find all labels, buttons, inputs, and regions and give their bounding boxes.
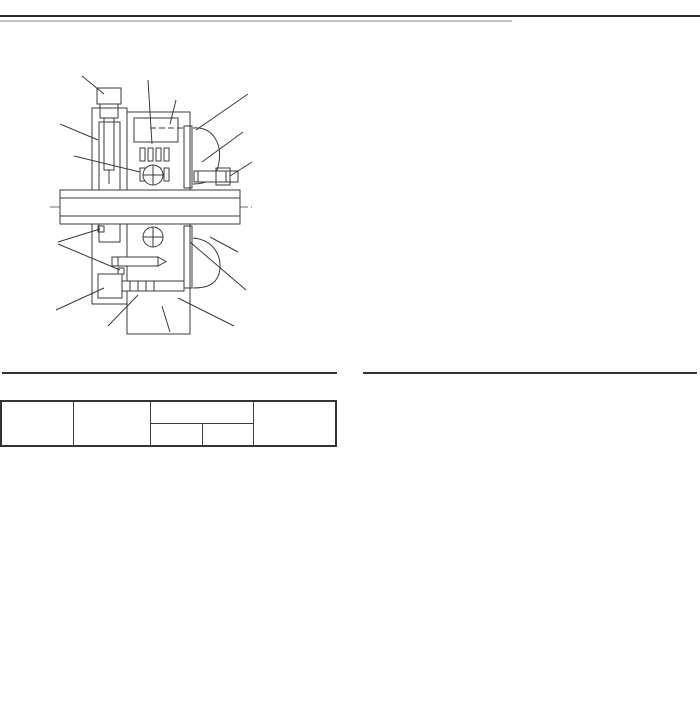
torque-table-header — [1, 401, 336, 446]
chart-canvas — [370, 398, 700, 700]
torque-section-title — [2, 366, 337, 374]
col-min — [202, 424, 253, 447]
col-model — [73, 401, 150, 446]
chart-section-title — [363, 366, 697, 374]
brake-cross-section-drawing — [0, 40, 360, 362]
col-max — [150, 424, 202, 447]
col-torque — [150, 401, 253, 424]
col-spec — [1, 401, 73, 446]
braking-work-chart — [370, 398, 700, 700]
title-rule — [0, 15, 700, 17]
title-rule-shadow — [0, 20, 512, 22]
structure-diagram — [0, 40, 360, 362]
torque-table — [0, 400, 337, 447]
col-pressure — [253, 401, 336, 446]
